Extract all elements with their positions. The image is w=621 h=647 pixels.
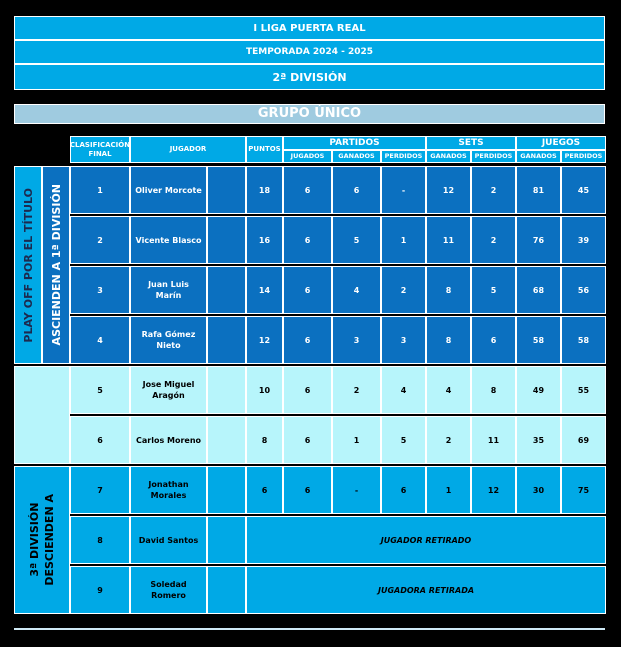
row-spacer bbox=[207, 166, 246, 214]
league-title: I LIGA PUERTA REAL bbox=[14, 16, 605, 40]
row-position: 9 bbox=[70, 566, 130, 614]
row-sg: 8 bbox=[426, 266, 471, 314]
header-puntos: PUNTOS bbox=[246, 136, 283, 163]
row-sg: 11 bbox=[426, 216, 471, 264]
row-spacer bbox=[207, 466, 246, 514]
header-perdidos: PERDIDOS bbox=[381, 150, 426, 163]
row-jg: 68 bbox=[516, 266, 561, 314]
row-position: 1 bbox=[70, 166, 130, 214]
row-jg: 58 bbox=[516, 316, 561, 364]
group-title: GRUPO ÚNICO bbox=[14, 104, 605, 124]
row-pts: 6 bbox=[246, 466, 283, 514]
descienden-label-group bbox=[28, 494, 56, 586]
header-sets: SETS bbox=[426, 136, 516, 150]
playoff-band bbox=[14, 166, 42, 364]
row-pg: 3 bbox=[332, 316, 381, 364]
row-sg: 4 bbox=[426, 366, 471, 414]
header-clasificacion: CLASIFICACIÓN FINAL bbox=[70, 136, 130, 163]
row-sp: 2 bbox=[471, 216, 516, 264]
row-pg: 4 bbox=[332, 266, 381, 314]
row-pg: 6 bbox=[332, 166, 381, 214]
neutral-band bbox=[14, 366, 70, 464]
row-sp: 6 bbox=[471, 316, 516, 364]
ascienden-label: ASCIENDEN A 1ª DIVISIÓN bbox=[49, 184, 63, 346]
header-juegos: JUEGOS bbox=[516, 136, 606, 150]
row-pp: 4 bbox=[381, 366, 426, 414]
row-pp: 5 bbox=[381, 416, 426, 464]
header-ganados: GANADOS bbox=[516, 150, 561, 163]
row-position: 6 bbox=[70, 416, 130, 464]
header-perdidos: PERDIDOS bbox=[561, 150, 606, 163]
row-jg: 35 bbox=[516, 416, 561, 464]
row-pj: 6 bbox=[283, 416, 332, 464]
header-jugador: JUGADOR bbox=[130, 136, 246, 163]
playoff-label: PLAY OFF POR EL TÍTULO bbox=[21, 187, 35, 343]
row-jp: 39 bbox=[561, 216, 606, 264]
row-retired-notice: JUGADOR RETIRADO bbox=[246, 516, 606, 564]
row-position: 2 bbox=[70, 216, 130, 264]
row-player-name: Oliver Morcote bbox=[130, 166, 207, 214]
row-jp: 56 bbox=[561, 266, 606, 314]
descienden-label-line2: 3ª DIVISIÓN bbox=[28, 502, 41, 578]
row-jg: 81 bbox=[516, 166, 561, 214]
row-pg: 2 bbox=[332, 366, 381, 414]
row-jp: 75 bbox=[561, 466, 606, 514]
descienden-band bbox=[14, 466, 70, 614]
row-sp: 8 bbox=[471, 366, 516, 414]
row-pts: 18 bbox=[246, 166, 283, 214]
row-position: 8 bbox=[70, 516, 130, 564]
row-pg: 5 bbox=[332, 216, 381, 264]
row-jg: 76 bbox=[516, 216, 561, 264]
row-sp: 12 bbox=[471, 466, 516, 514]
bottom-divider bbox=[14, 628, 605, 630]
row-spacer bbox=[207, 516, 246, 564]
row-spacer bbox=[207, 216, 246, 264]
row-pj: 6 bbox=[283, 366, 332, 414]
row-jg: 30 bbox=[516, 466, 561, 514]
row-pp: - bbox=[381, 166, 426, 214]
row-pj: 6 bbox=[283, 466, 332, 514]
header-ganados: GANADOS bbox=[332, 150, 381, 163]
season-title: TEMPORADA 2024 - 2025 bbox=[14, 40, 605, 64]
row-player-name: Soledad Romero bbox=[130, 566, 207, 614]
row-spacer bbox=[207, 266, 246, 314]
row-player-name: David Santos bbox=[130, 516, 207, 564]
row-player-name: Carlos Moreno bbox=[130, 416, 207, 464]
row-sg: 8 bbox=[426, 316, 471, 364]
row-spacer bbox=[207, 416, 246, 464]
header-jugados: JUGADOS bbox=[283, 150, 332, 163]
row-position: 3 bbox=[70, 266, 130, 314]
row-position: 4 bbox=[70, 316, 130, 364]
ascienden-band bbox=[42, 166, 70, 364]
row-sg: 2 bbox=[426, 416, 471, 464]
row-pj: 6 bbox=[283, 216, 332, 264]
row-pp: 6 bbox=[381, 466, 426, 514]
row-pp: 2 bbox=[381, 266, 426, 314]
row-pts: 8 bbox=[246, 416, 283, 464]
row-pts: 10 bbox=[246, 366, 283, 414]
row-pp: 3 bbox=[381, 316, 426, 364]
row-sg: 1 bbox=[426, 466, 471, 514]
row-pts: 16 bbox=[246, 216, 283, 264]
row-pp: 1 bbox=[381, 216, 426, 264]
row-pg: 1 bbox=[332, 416, 381, 464]
division-title: 2ª DIVISIÓN bbox=[14, 64, 605, 90]
row-pts: 12 bbox=[246, 316, 283, 364]
row-jp: 69 bbox=[561, 416, 606, 464]
row-player-name: Jonathan Morales bbox=[130, 466, 207, 514]
descienden-label-line1: DESCIENDEN A bbox=[43, 494, 56, 586]
header-perdidos: PERDIDOS bbox=[471, 150, 516, 163]
row-jp: 55 bbox=[561, 366, 606, 414]
row-jp: 58 bbox=[561, 316, 606, 364]
row-pj: 6 bbox=[283, 266, 332, 314]
row-jp: 45 bbox=[561, 166, 606, 214]
row-sg: 12 bbox=[426, 166, 471, 214]
row-jg: 49 bbox=[516, 366, 561, 414]
row-spacer bbox=[207, 316, 246, 364]
row-pj: 6 bbox=[283, 316, 332, 364]
row-position: 5 bbox=[70, 366, 130, 414]
row-spacer bbox=[207, 566, 246, 614]
row-player-name: Juan Luis Marín bbox=[130, 266, 207, 314]
row-retired-notice: JUGADORA RETIRADA bbox=[246, 566, 606, 614]
row-sp: 2 bbox=[471, 166, 516, 214]
row-player-name: Jose Miguel Aragón bbox=[130, 366, 207, 414]
header-ganados: GANADOS bbox=[426, 150, 471, 163]
row-sp: 11 bbox=[471, 416, 516, 464]
row-spacer bbox=[207, 366, 246, 414]
row-pj: 6 bbox=[283, 166, 332, 214]
row-pg: - bbox=[332, 466, 381, 514]
header-partidos: PARTIDOS bbox=[283, 136, 426, 150]
row-player-name: Vicente Blasco bbox=[130, 216, 207, 264]
row-sp: 5 bbox=[471, 266, 516, 314]
row-player-name: Rafa Gómez Nieto bbox=[130, 316, 207, 364]
row-pts: 14 bbox=[246, 266, 283, 314]
row-position: 7 bbox=[70, 466, 130, 514]
